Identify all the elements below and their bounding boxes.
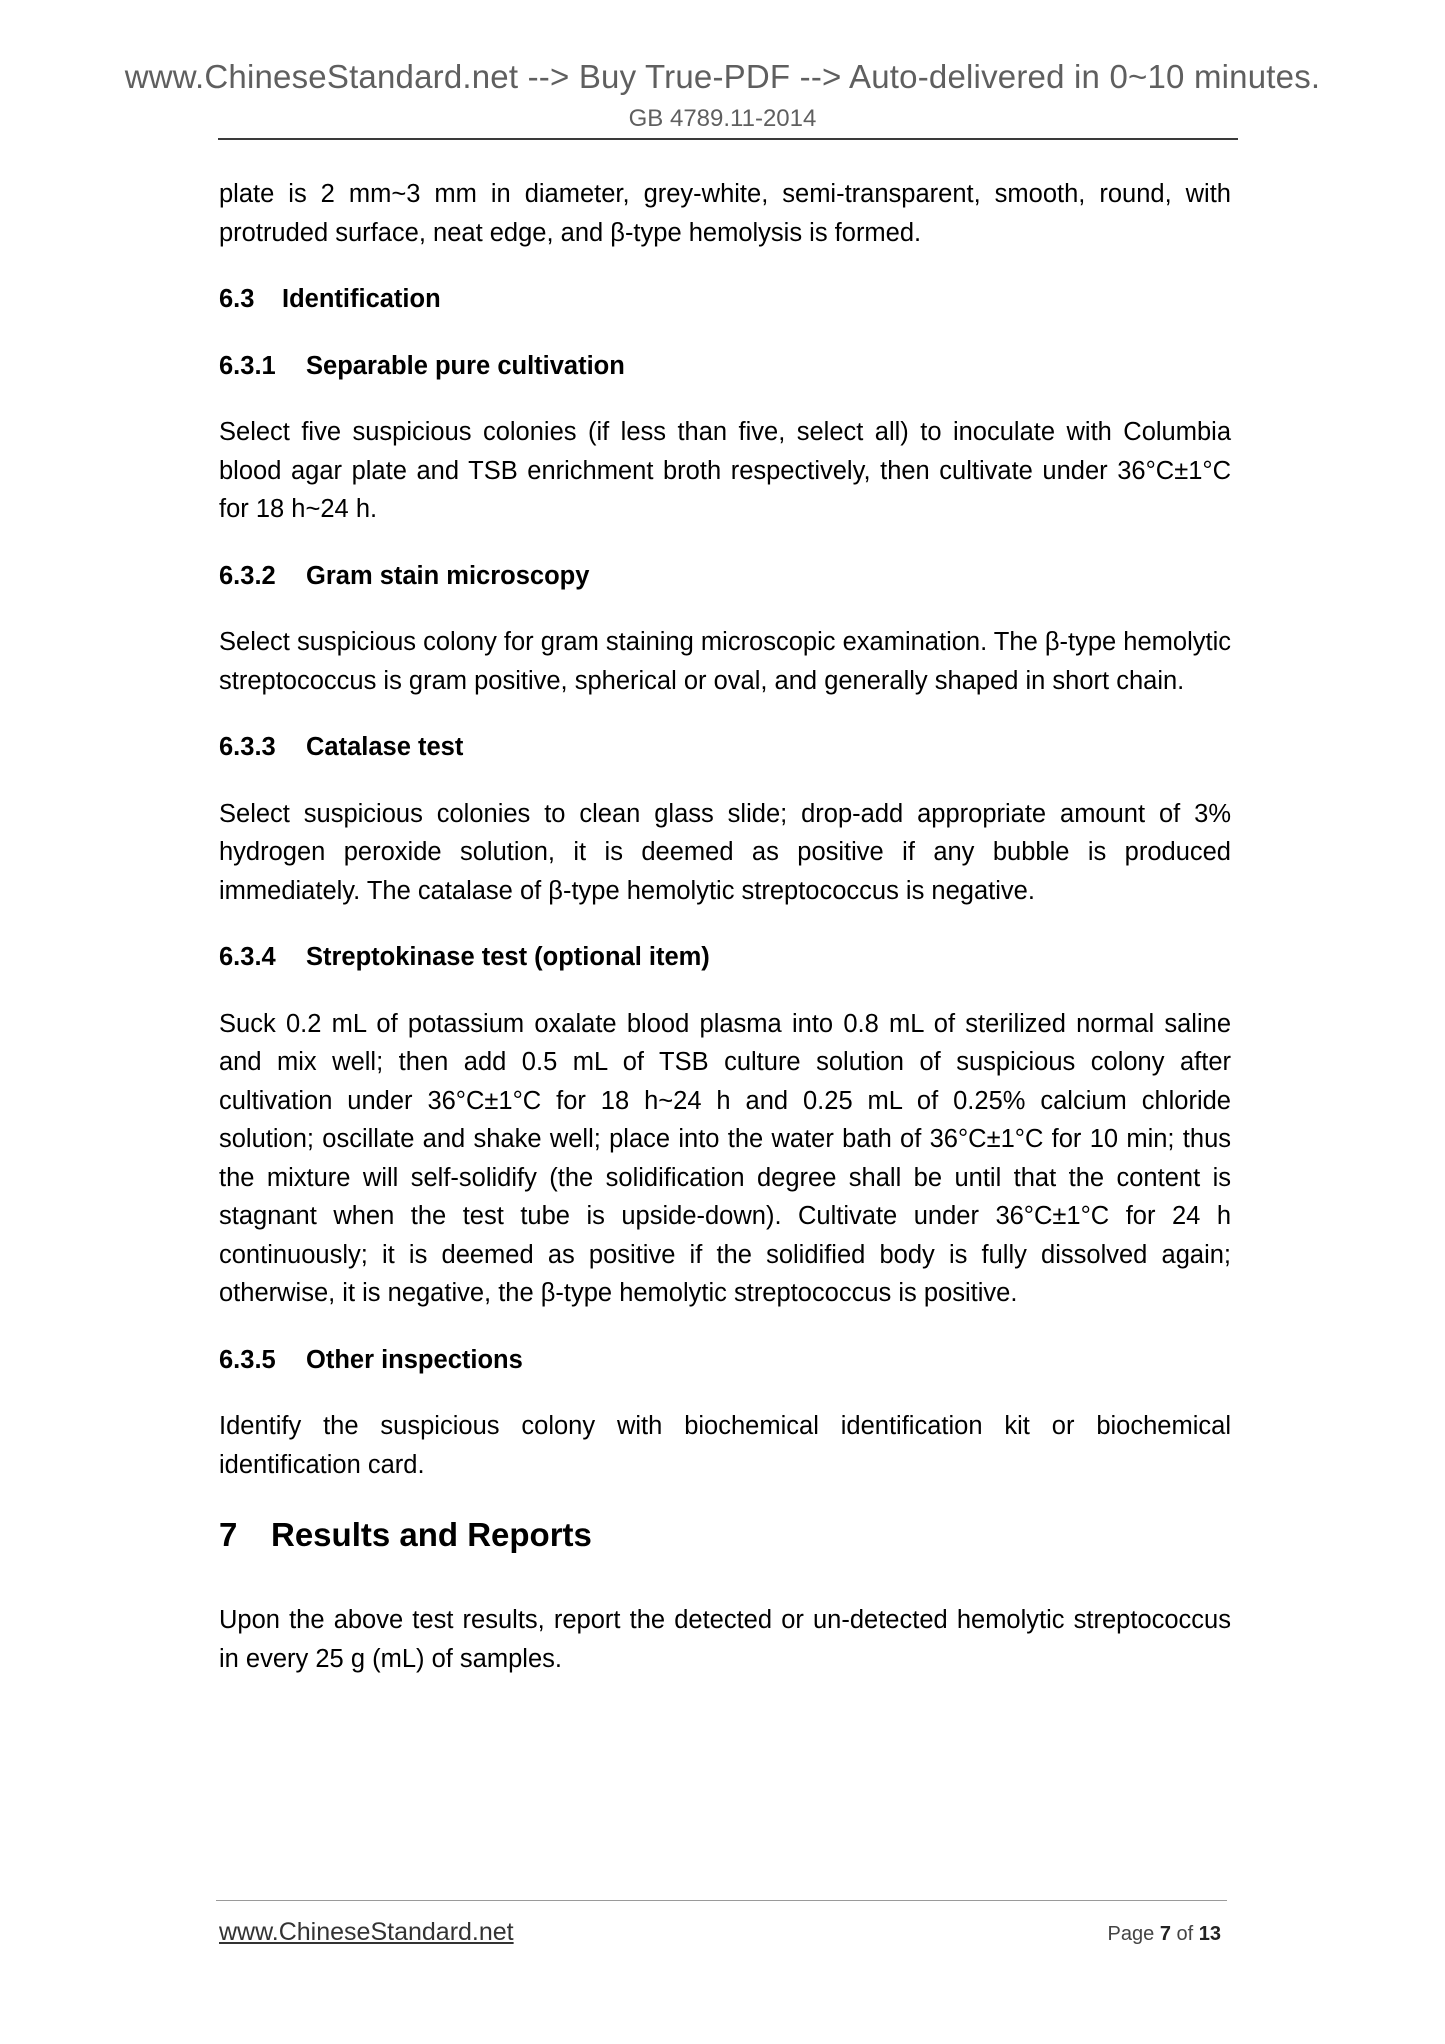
section-number: 6.3.1 — [219, 351, 276, 380]
intro-paragraph: plate is 2 mm~3 mm in diameter, grey-white, semi-transparent, smooth, round, with protruded surface, neat edge, and β-type hemolysis is formed. — [219, 180, 1231, 247]
section-number: 6.3 — [219, 285, 255, 313]
section-6-3-1-text: Select five suspicious colonies (if less than five, select all) to inoculate with Columbia blood agar plate and TSB enrichment broth respectively, then cultivate under 36°C±1°C for 18 h~24 h. — [219, 418, 1231, 523]
section-6-3-5-heading — [219, 1341, 1231, 1380]
section-6-3-heading — [219, 280, 1231, 319]
section-number: 6.3.2 — [219, 561, 276, 590]
section-6-3-1-heading — [219, 347, 1231, 386]
section-6-3-5-text: Identify the suspicious colony with biochemical identification kit or biochemical identification card. — [219, 1412, 1231, 1479]
section-title: Separable pure cultivation — [306, 351, 625, 380]
section-6-3-2-text: Select suspicious colony for gram staining microscopic examination. The β-type hemolytic streptococcus is gram positive, spherical or oval, and generally shaped in short chain. — [219, 628, 1231, 695]
section-title: Identification — [282, 285, 441, 313]
section-6-3-3-text: Select suspicious colonies to clean glass slide; drop-add appropriate amount of 3% hydrogen peroxide solution, it is deemed as positive if any bubble is produced immediately. The catalase of β-type hemolytic streptococcus is negative. — [219, 799, 1231, 905]
page-of: of — [1176, 1923, 1194, 1945]
section-title: Other inspections — [306, 1345, 523, 1374]
section-number: 6.3.3 — [219, 733, 276, 761]
page-number — [1108, 1923, 1221, 1946]
section-title: Streptokinase test (optional item) — [306, 943, 710, 971]
section-title: Catalase test — [306, 733, 464, 761]
section-7-heading — [219, 1513, 1231, 1557]
page-current: 7 — [1159, 1923, 1171, 1945]
section-6-3-3-heading — [219, 728, 1231, 767]
document-code: GB 4789.11-2014 — [628, 105, 817, 132]
section-6-3-4-text: Suck 0.2 mL of potassium oxalate blood plasma into 0.8 mL of sterilized normal saline and mix well; then add 0.5 mL of TSB culture solution of suspicious colony after cultivation under 36°C±1°C for 18 h~24 h and 0.25 mL of 0.25% calcium chloride solution; oscillate and shake well; place into the water bath of 36°C±1°C for 10 min; thus the mixture will self-solidify (the solidification degree shall be until that the content is stagnant when the test tube is upside-down). Cultivate under 36°C±1°C for 24 h continuously; it is deemed as positive if the solidified body is fully dissolved again; otherwise, it is negative, the β-type hemolytic streptococcus is positive. — [219, 1009, 1231, 1307]
header-divider — [218, 138, 1238, 140]
footer-divider — [216, 1900, 1227, 1901]
page-label: Page — [1107, 1923, 1155, 1945]
section-number: 6.3.4 — [219, 943, 276, 971]
section-title: Gram stain microscopy — [306, 561, 590, 590]
page-total: 13 — [1198, 1923, 1221, 1945]
section-title: Results and Reports — [271, 1516, 592, 1553]
page-content — [219, 175, 1231, 1678]
top-banner[interactable]: www.ChineseStandard.net --> Buy True-PDF --> Auto-delivered in 0~10 minutes. — [124, 58, 1321, 95]
section-6-3-2-heading — [219, 557, 1231, 596]
section-6-3-4-heading — [219, 938, 1231, 977]
section-number: 6.3.5 — [219, 1345, 276, 1374]
footer-website-link[interactable]: www.ChineseStandard.net — [219, 1918, 514, 1946]
section-7-text: Upon the above test results, report the detected or un-detected hemolytic streptococcus in every 25 g (mL) of samples. — [219, 1606, 1231, 1673]
section-number: 7 — [219, 1516, 238, 1553]
